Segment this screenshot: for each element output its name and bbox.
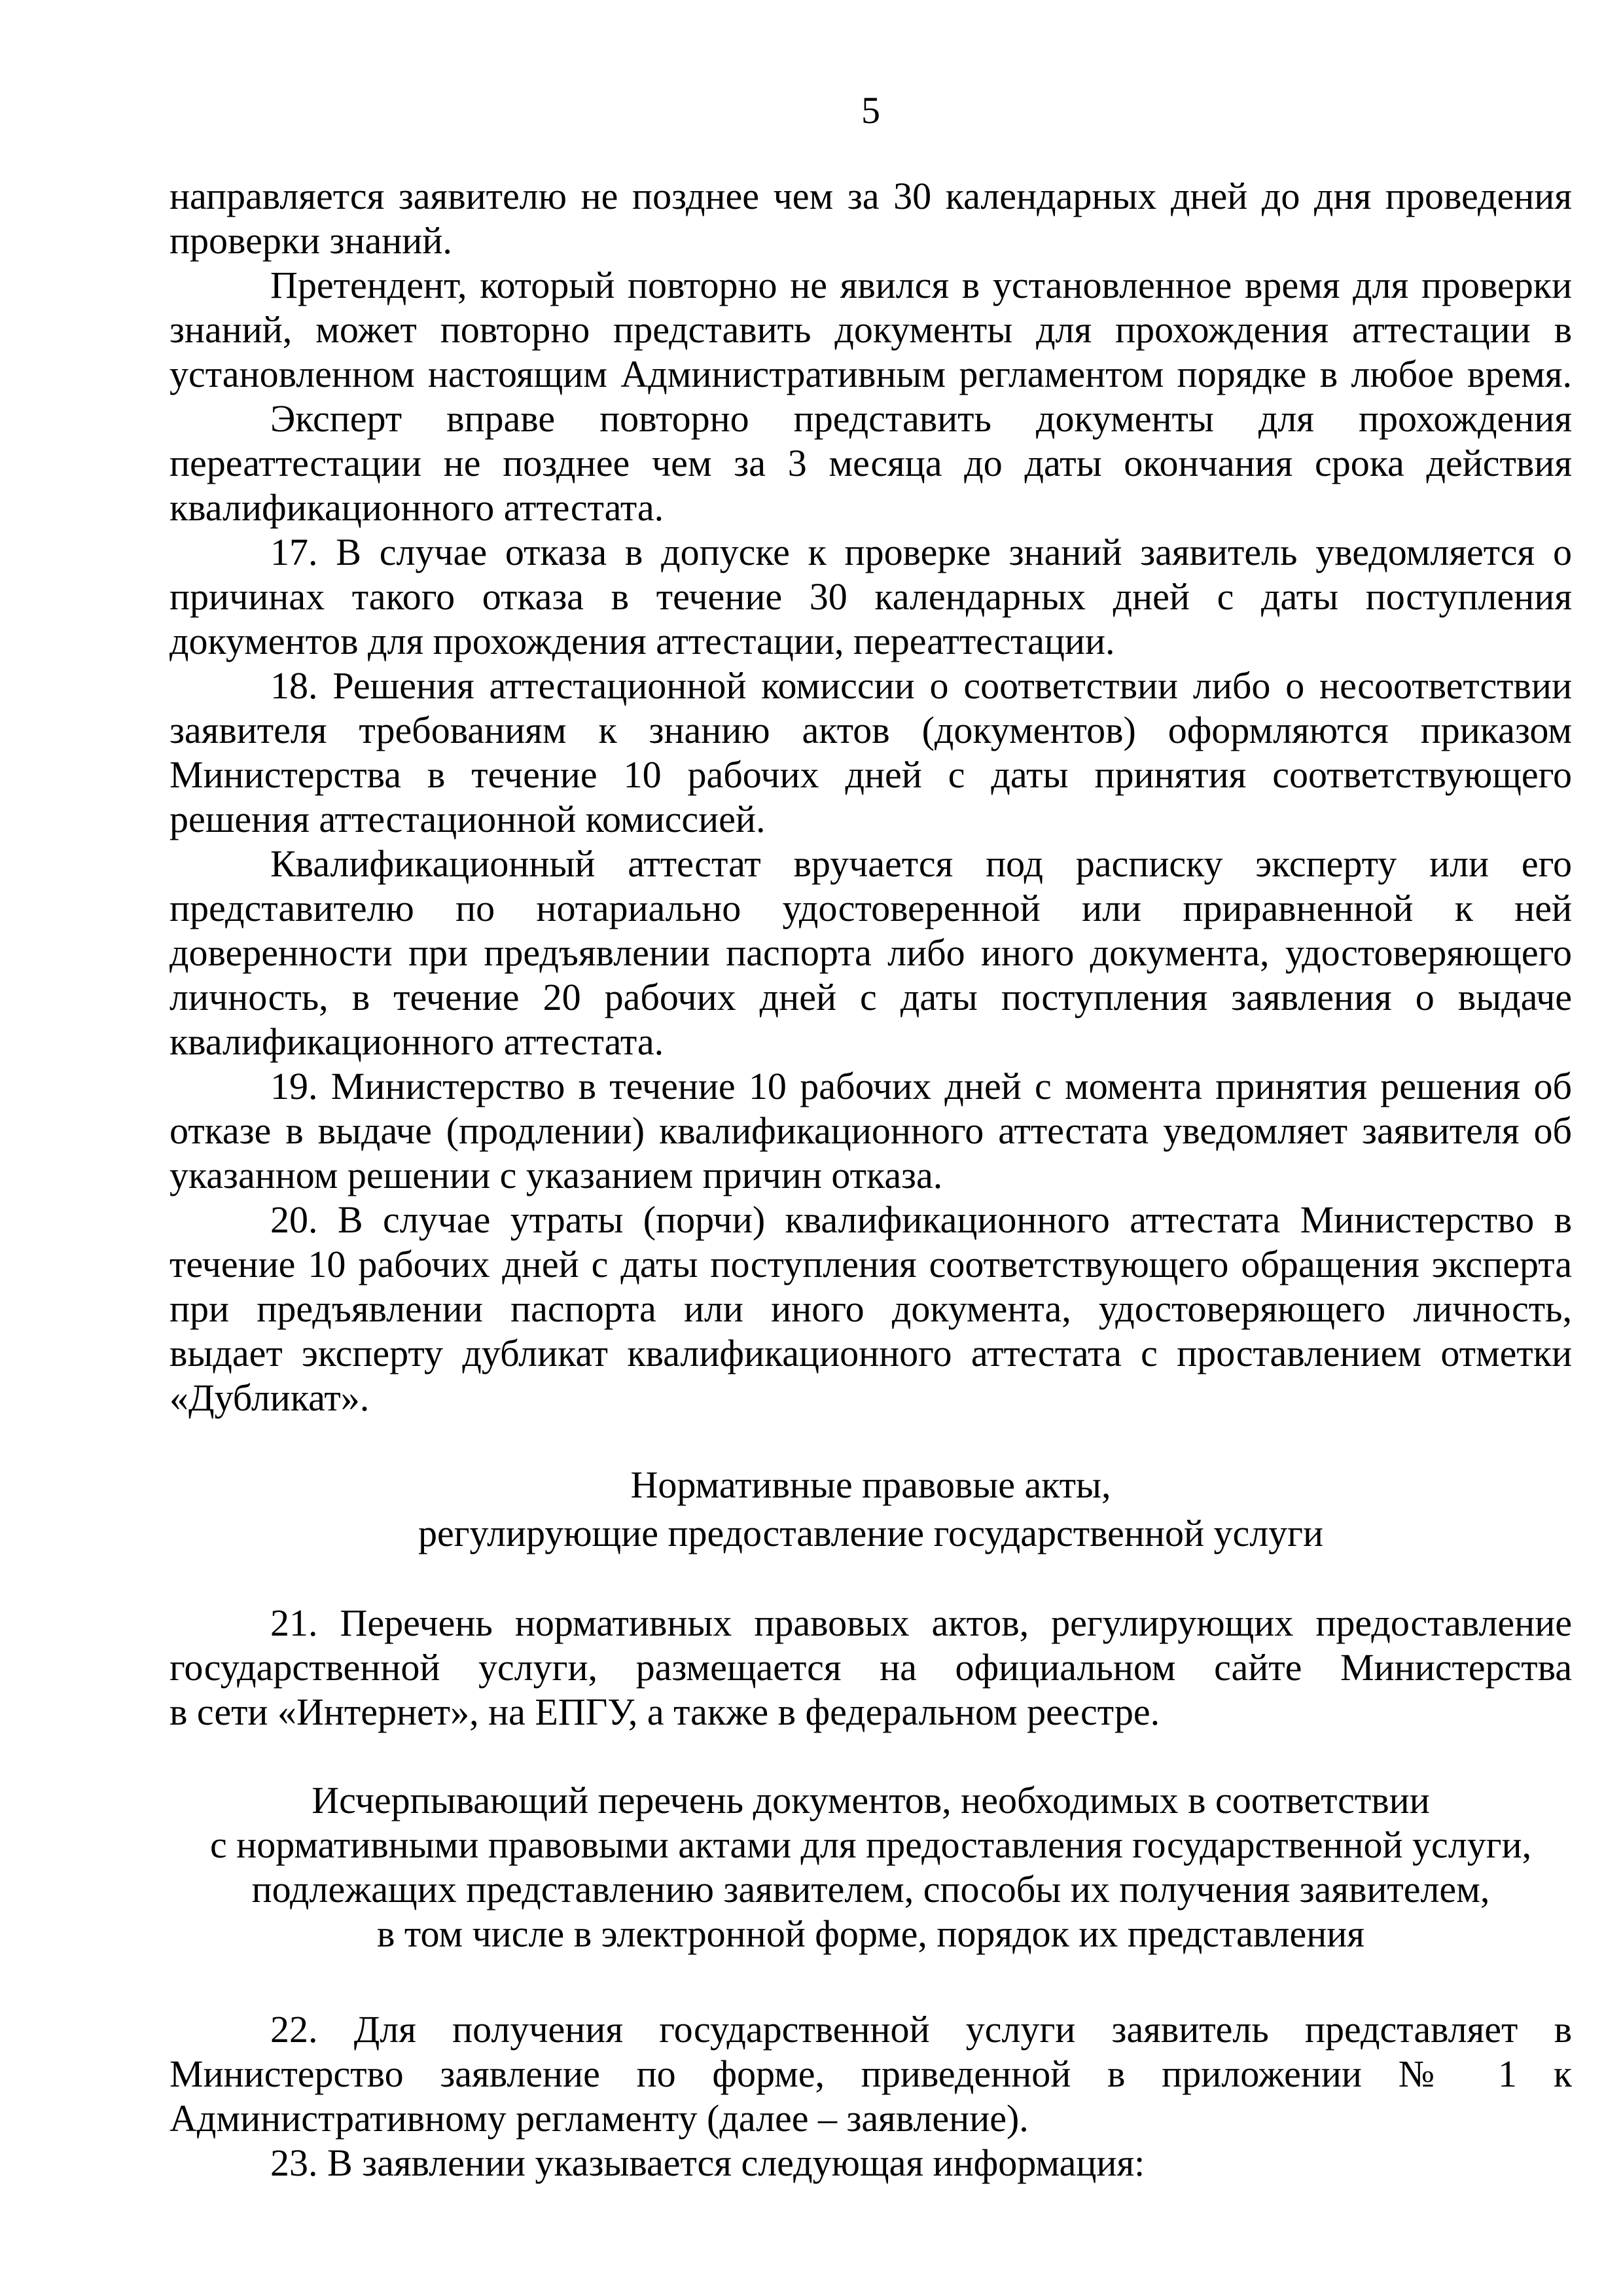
text-line: 20. В случае утраты (порчи) квалификационного аттестата Министерство в [270, 1198, 1572, 1241]
text-line: Квалификационный аттестат вручается под расписку эксперту или его [270, 842, 1572, 885]
text-line: решения аттестационной комиссией. [169, 798, 766, 840]
body-text-section-2 [169, 1601, 1572, 1734]
text-line: течение 10 рабочих дней с даты поступления соответствующего обращения эксперта [169, 1243, 1572, 1285]
body-text-section-3 [169, 2007, 1572, 2185]
text-line: знаний, может повторно представить документы для прохождения аттестации в [169, 308, 1572, 351]
text-line: при предъявлении паспорта или иного документа, удостоверяющего личность, [169, 1287, 1572, 1330]
text-line: 23. В заявлении указывается следующая информация: [270, 2142, 1145, 2184]
heading-line: подлежащих представлению заявителем, способы их получения заявителем, [251, 1868, 1490, 1910]
heading-line: с нормативными правовыми актами для предоставления государственной услуги, [209, 1823, 1532, 1866]
section-heading-normative-acts [169, 1461, 1572, 1558]
text-line: документов для прохождения аттестации, переаттестации. [169, 620, 1115, 662]
text-line: личность, в течение 20 рабочих дней с даты поступления заявления о выдаче [169, 976, 1572, 1018]
text-line: заявителя требованиям к знанию актов (документов) оформляются приказом [169, 709, 1572, 751]
text-line: Эксперт вправе повторно представить документы для прохождения [270, 397, 1572, 440]
text-line: указанном решении с указанием причин отказа. [169, 1154, 943, 1196]
text-line: переаттестации не позднее чем за 3 месяца до даты окончания срока действия [169, 442, 1572, 484]
heading-line: регулирующие предоставление государственной услуги [418, 1512, 1323, 1554]
heading-line: Исчерпывающий перечень документов, необходимых в соответствии [312, 1779, 1430, 1821]
text-line: 21. Перечень нормативных правовых актов, регулирующих предоставление [270, 1602, 1572, 1644]
text-line: установленном настоящим Административным регламентом порядке в любое время. [169, 353, 1572, 395]
text-line: причинах такого отказа в течение 30 календарных дней с даты поступления [169, 575, 1572, 618]
body-text-section-1 [169, 174, 1572, 1420]
text-line: 17. В случае отказа в допуске к проверке знаний заявитель уведомляется о [270, 531, 1572, 573]
page-number: 5 [861, 89, 880, 132]
section-heading-documents-list [169, 1778, 1572, 1956]
text-line: Претендент, который повторно не явился в установленное время для проверки [270, 264, 1572, 306]
text-line: государственной услуги, размещается на официальном сайте Министерства [169, 1646, 1572, 1689]
text-line: Министерства в течение 10 рабочих дней с даты принятия соответствующего [169, 753, 1572, 796]
heading-line: Нормативные правовые акты, [630, 1463, 1111, 1506]
text-line: Административному регламенту (далее – заявление). [169, 2097, 1029, 2140]
text-line: 18. Решения аттестационной комиссии о соответствии либо о несоответствии [270, 664, 1572, 707]
text-line: доверенности при предъявлении паспорта либо иного документа, удостоверяющего [169, 931, 1572, 974]
text-line: 19. Министерство в течение 10 рабочих дней с момента принятия решения об [270, 1065, 1572, 1107]
text-line: проверки знаний. [169, 219, 452, 262]
text-line: квалификационного аттестата. [169, 486, 664, 529]
text-line: представителю по нотариально удостоверенной или приравненной к ней [169, 887, 1572, 929]
text-line: «Дубликат». [169, 1376, 370, 1419]
text-line: квалификационного аттестата. [169, 1020, 664, 1063]
text-line: 22. Для получения государственной услуги заявитель представляет в [270, 2008, 1572, 2051]
text-line: в сети «Интернет», на ЕПГУ, а также в федеральном реестре. [169, 1691, 1160, 1733]
text-line: Министерство заявление по форме, приведенной в приложении № 1 к [169, 2053, 1572, 2095]
text-line: выдает эксперту дубликат квалификационного аттестата с проставлением отметки [169, 1332, 1572, 1374]
text-line: направляется заявителю не позднее чем за 30 календарных дней до дня проведения [169, 175, 1572, 217]
heading-line: в том числе в электронной форме, порядок их представления [377, 1912, 1364, 1955]
text-line: отказе в выдаче (продлении) квалификационного аттестата уведомляет заявителя об [169, 1109, 1572, 1152]
